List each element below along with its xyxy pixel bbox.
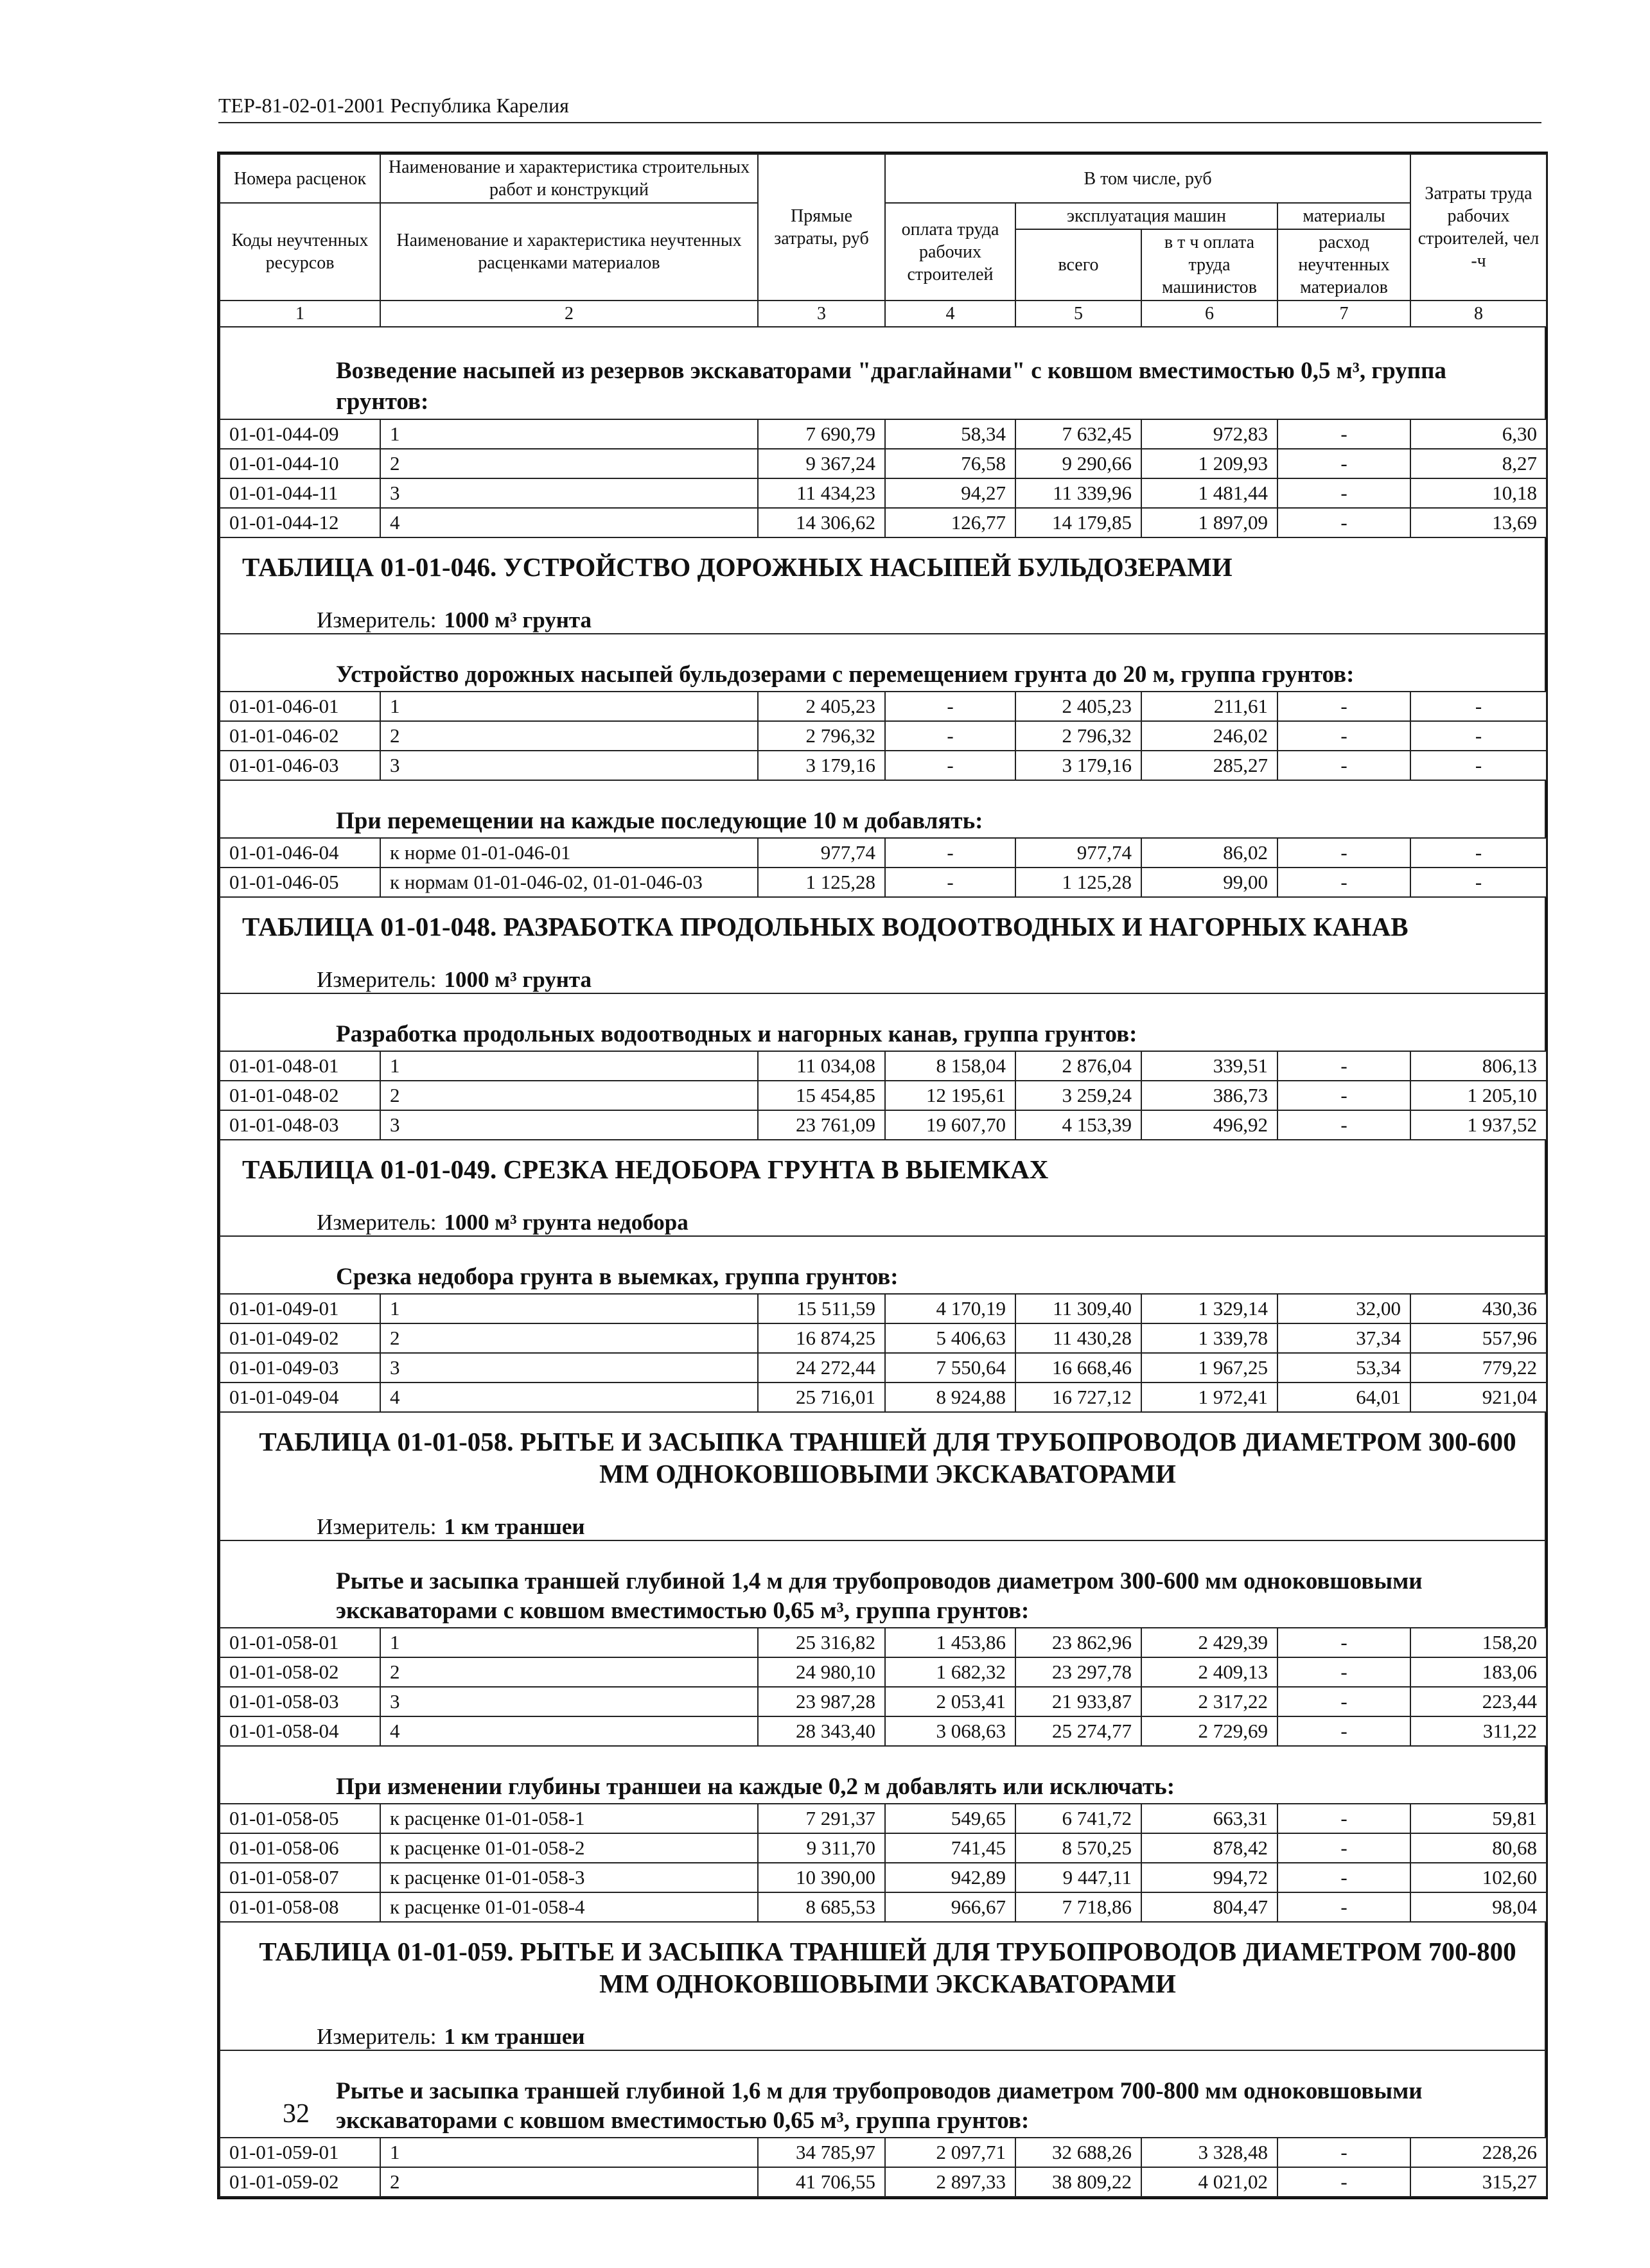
cell-machines-total: 21 933,87 (1015, 1687, 1141, 1716)
table-row (220, 1110, 1547, 1140)
col-material-consumption-header: расход неучтенных материалов (1277, 229, 1410, 301)
cell-machinist-wage: 339,51 (1141, 1051, 1277, 1081)
cell-labor-hours: 10,18 (1410, 478, 1547, 508)
cell-material-consumption: 37,34 (1277, 1323, 1410, 1353)
cell-work-description: к расценке 01-01-058-2 (380, 1833, 758, 1863)
unit-value: 1 км траншеи (444, 1514, 585, 1539)
cell-machinist-wage: 211,61 (1141, 692, 1277, 721)
cell-work-description: 2 (380, 721, 758, 751)
cell-material-consumption: - (1277, 721, 1410, 751)
cell-direct-cost: 10 390,00 (758, 1863, 885, 1892)
cell-machinist-wage: 386,73 (1141, 1081, 1277, 1110)
cell-worker-wage: 2 097,71 (885, 2138, 1015, 2167)
column-number: 2 (380, 301, 758, 327)
table-row (220, 1716, 1547, 1746)
cell-direct-cost: 25 316,82 (758, 1628, 885, 1657)
col-material-name-header: Наименование и характеристика неучтенных расценками материалов (380, 203, 758, 301)
cell-rate-code: 01-01-049-03 (220, 1353, 380, 1383)
cell-worker-wage: 7 550,64 (885, 1353, 1015, 1383)
cell-work-description: 1 (380, 2138, 758, 2167)
cell-material-consumption: - (1277, 868, 1410, 897)
subsection-heading: Устройство дорожных насыпей бульдозерами с перемещением грунта до 20 м, группа грунтов: (219, 634, 1546, 691)
cell-direct-cost: 2 405,23 (758, 692, 885, 721)
cell-labor-hours: 1 937,52 (1410, 1110, 1547, 1140)
cell-worker-wage: - (885, 868, 1015, 897)
cell-labor-hours: 6,30 (1410, 419, 1547, 449)
cell-material-consumption: - (1277, 1804, 1410, 1833)
table-title: ТАБЛИЦА 01-01-049. СРЕЗКА НЕДОБОРА ГРУНТА В ВЫЕМКАХ (219, 1140, 1546, 1191)
cell-direct-cost: 24 272,44 (758, 1353, 885, 1383)
rates-document (217, 152, 1548, 2199)
cell-work-description: 3 (380, 1110, 758, 1140)
cell-rate-code: 01-01-058-07 (220, 1863, 380, 1892)
subsection-heading: Срезка недобора грунта в выемках, группа грунтов: (219, 1237, 1546, 1293)
cell-material-consumption: - (1277, 692, 1410, 721)
cell-worker-wage: 94,27 (885, 478, 1015, 508)
cell-direct-cost: 7 690,79 (758, 419, 885, 449)
cell-material-consumption: - (1277, 2167, 1410, 2197)
table-title: ТАБЛИЦА 01-01-058. РЫТЬЕ И ЗАСЫПКА ТРАНШЕЙ ДЛЯ ТРУБОПРОВОДОВ ДИАМЕТРОМ 300-600 ММ ОДНОКОВШОВЫМИ ЭКСКАВАТОРАМИ (219, 1413, 1546, 1495)
cell-work-description: к расценке 01-01-058-1 (380, 1804, 758, 1833)
cell-direct-cost: 11 034,08 (758, 1051, 885, 1081)
cell-machines-total: 14 179,85 (1015, 508, 1141, 537)
col-materials-header: материалы (1277, 203, 1410, 229)
cell-rate-code: 01-01-046-04 (220, 838, 380, 868)
cell-machines-total: 25 274,77 (1015, 1716, 1141, 1746)
table-title: ТАБЛИЦА 01-01-059. РЫТЬЕ И ЗАСЫПКА ТРАНШЕЙ ДЛЯ ТРУБОПРОВОДОВ ДИАМЕТРОМ 700-800 ММ ОДНОКОВШОВЫМИ ЭКСКАВАТОРАМИ (219, 1923, 1546, 2005)
cell-work-description: к нормам 01-01-046-02, 01-01-046-03 (380, 868, 758, 897)
table-row (220, 1323, 1547, 1353)
cell-worker-wage: 549,65 (885, 1804, 1015, 1833)
cell-rate-code: 01-01-044-10 (220, 449, 380, 478)
unit-value: 1000 м³ грунта недобора (444, 1210, 689, 1235)
cell-worker-wage: - (885, 751, 1015, 780)
cell-direct-cost: 16 874,25 (758, 1323, 885, 1353)
col-machinist-wage-header: в т ч оплата труда машинистов (1141, 229, 1277, 301)
cell-work-description: 3 (380, 751, 758, 780)
col-machines-total-header: всего (1015, 229, 1141, 301)
subsection-heading: Рытье и засыпка траншей глубиной 1,4 м для трубопроводов диаметром 300-600 мм одноковшовыми экскаваторами с ковшом вместимостью 0,65 м³, группа грунтов: (219, 1541, 1546, 1627)
cell-machines-total: 2 405,23 (1015, 692, 1141, 721)
col-resource-code-header: Коды неучтенных ресурсов (220, 203, 380, 301)
cell-rate-code: 01-01-048-02 (220, 1081, 380, 1110)
cell-worker-wage: 3 068,63 (885, 1716, 1015, 1746)
cell-labor-hours: 98,04 (1410, 1892, 1547, 1922)
rates-table (219, 1627, 1547, 1747)
table-row (220, 2138, 1547, 2167)
rates-table (219, 419, 1547, 538)
cell-machines-total: 4 153,39 (1015, 1110, 1141, 1140)
column-number-row (220, 301, 1547, 327)
cell-machines-total: 2 796,32 (1015, 721, 1141, 751)
cell-work-description: 2 (380, 2167, 758, 2197)
cell-labor-hours: 102,60 (1410, 1863, 1547, 1892)
cell-labor-hours: 8,27 (1410, 449, 1547, 478)
cell-machinist-wage: 99,00 (1141, 868, 1277, 897)
cell-material-consumption: 32,00 (1277, 1294, 1410, 1323)
cell-machines-total: 11 339,96 (1015, 478, 1141, 508)
table-row (220, 478, 1547, 508)
cell-material-consumption: 53,34 (1277, 1353, 1410, 1383)
cell-machinist-wage: 496,92 (1141, 1110, 1277, 1140)
cell-labor-hours: 183,06 (1410, 1657, 1547, 1687)
cell-direct-cost: 977,74 (758, 838, 885, 868)
table-row (220, 1833, 1547, 1863)
table-row (220, 1657, 1547, 1687)
table-row (220, 2167, 1547, 2197)
cell-rate-code: 01-01-059-01 (220, 2138, 380, 2167)
cell-machinist-wage: 972,83 (1141, 419, 1277, 449)
cell-labor-hours: 223,44 (1410, 1687, 1547, 1716)
cell-rate-code: 01-01-058-05 (220, 1804, 380, 1833)
cell-machinist-wage: 4 021,02 (1141, 2167, 1277, 2197)
cell-worker-wage: 5 406,63 (885, 1323, 1015, 1353)
cell-machines-total: 3 259,24 (1015, 1081, 1141, 1110)
cell-machines-total: 6 741,72 (1015, 1804, 1141, 1833)
cell-material-consumption: - (1277, 449, 1410, 478)
cell-machines-total: 3 179,16 (1015, 751, 1141, 780)
cell-work-description: 2 (380, 449, 758, 478)
cell-material-consumption: - (1277, 1833, 1410, 1863)
table-row (220, 419, 1547, 449)
cell-work-description: 2 (380, 1657, 758, 1687)
unit-value: 1000 м³ грунта (444, 967, 592, 992)
cell-direct-cost: 28 343,40 (758, 1716, 885, 1746)
cell-machines-total: 11 430,28 (1015, 1323, 1141, 1353)
cell-work-description: к расценке 01-01-058-4 (380, 1892, 758, 1922)
cell-work-description: 1 (380, 419, 758, 449)
column-number: 5 (1015, 301, 1141, 327)
cell-worker-wage: 1 682,32 (885, 1657, 1015, 1687)
cell-material-consumption: - (1277, 1687, 1410, 1716)
cell-machinist-wage: 1 967,25 (1141, 1353, 1277, 1383)
cell-labor-hours: 315,27 (1410, 2167, 1547, 2197)
cell-direct-cost: 23 761,09 (758, 1110, 885, 1140)
cell-direct-cost: 9 367,24 (758, 449, 885, 478)
cell-material-consumption: - (1277, 1657, 1410, 1687)
cell-machines-total: 16 668,46 (1015, 1353, 1141, 1383)
unit-line (219, 2005, 1546, 2051)
cell-material-consumption: - (1277, 1863, 1410, 1892)
unit-value: 1 км траншеи (444, 2024, 585, 2049)
cell-rate-code: 01-01-058-02 (220, 1657, 380, 1687)
cell-machinist-wage: 1 897,09 (1141, 508, 1277, 537)
unit-line (219, 948, 1546, 994)
cell-material-consumption: - (1277, 2138, 1410, 2167)
cell-work-description: 2 (380, 1323, 758, 1353)
cell-work-description: 3 (380, 1687, 758, 1716)
cell-direct-cost: 1 125,28 (758, 868, 885, 897)
cell-direct-cost: 15 511,59 (758, 1294, 885, 1323)
cell-rate-code: 01-01-046-03 (220, 751, 380, 780)
cell-machinist-wage: 2 409,13 (1141, 1657, 1277, 1687)
table-row (220, 721, 1547, 751)
cell-direct-cost: 15 454,85 (758, 1081, 885, 1110)
cell-direct-cost: 9 311,70 (758, 1833, 885, 1863)
cell-labor-hours: 59,81 (1410, 1804, 1547, 1833)
table-row (220, 1383, 1547, 1412)
cell-labor-hours: 158,20 (1410, 1628, 1547, 1657)
col-rate-number-header: Номера расценок (220, 154, 380, 203)
cell-rate-code: 01-01-044-09 (220, 419, 380, 449)
column-header-table (219, 153, 1547, 327)
cell-machines-total: 7 718,86 (1015, 1892, 1141, 1922)
cell-material-consumption: - (1277, 838, 1410, 868)
cell-worker-wage: - (885, 838, 1015, 868)
column-number: 4 (885, 301, 1015, 327)
cell-work-description: 2 (380, 1081, 758, 1110)
cell-machines-total: 8 570,25 (1015, 1833, 1141, 1863)
table-row (220, 1892, 1547, 1922)
cell-machinist-wage: 994,72 (1141, 1863, 1277, 1892)
column-number: 6 (1141, 301, 1277, 327)
page-number: 32 (283, 2099, 310, 2129)
cell-machinist-wage: 1 329,14 (1141, 1294, 1277, 1323)
cell-machines-total: 7 632,45 (1015, 419, 1141, 449)
table-row (220, 868, 1547, 897)
table-title: ТАБЛИЦА 01-01-046. УСТРОЙСТВО ДОРОЖНЫХ НАСЫПЕЙ БУЛЬДОЗЕРАМИ (219, 538, 1546, 588)
cell-rate-code: 01-01-044-12 (220, 508, 380, 537)
table-row (220, 692, 1547, 721)
cell-work-description: 1 (380, 1628, 758, 1657)
cell-work-description: 1 (380, 1051, 758, 1081)
rates-table (219, 1051, 1547, 1140)
cell-machinist-wage: 2 317,22 (1141, 1687, 1277, 1716)
cell-rate-code: 01-01-058-04 (220, 1716, 380, 1746)
cell-machinist-wage: 2 729,69 (1141, 1716, 1277, 1746)
cell-labor-hours: 13,69 (1410, 508, 1547, 537)
cell-material-consumption: - (1277, 478, 1410, 508)
cell-rate-code: 01-01-049-04 (220, 1383, 380, 1412)
subsection-heading: При изменении глубины траншеи на каждые 0,2 м добавлять или исключать: (219, 1747, 1546, 1803)
cell-machinist-wage: 2 429,39 (1141, 1628, 1277, 1657)
cell-direct-cost: 3 179,16 (758, 751, 885, 780)
col-work-name-header: Наименование и характеристика строительных работ и конструкций (380, 154, 758, 203)
cell-material-consumption: - (1277, 1081, 1410, 1110)
cell-labor-hours: 557,96 (1410, 1323, 1547, 1353)
table-row (220, 449, 1547, 478)
cell-labor-hours: 80,68 (1410, 1833, 1547, 1863)
cell-work-description: 4 (380, 508, 758, 537)
cell-machinist-wage: 3 328,48 (1141, 2138, 1277, 2167)
cell-rate-code: 01-01-058-06 (220, 1833, 380, 1863)
table-row (220, 1353, 1547, 1383)
cell-work-description: 1 (380, 1294, 758, 1323)
rates-table (219, 691, 1547, 781)
cell-worker-wage: 741,45 (885, 1833, 1015, 1863)
cell-work-description: 3 (380, 1353, 758, 1383)
cell-direct-cost: 8 685,53 (758, 1892, 885, 1922)
cell-labor-hours: - (1410, 868, 1547, 897)
column-number: 8 (1410, 301, 1547, 327)
cell-worker-wage: 12 195,61 (885, 1081, 1015, 1110)
cell-direct-cost: 7 291,37 (758, 1804, 885, 1833)
cell-worker-wage: - (885, 721, 1015, 751)
unit-label: Измеритель: (317, 1514, 437, 1539)
cell-labor-hours: 228,26 (1410, 2138, 1547, 2167)
cell-machines-total: 32 688,26 (1015, 2138, 1141, 2167)
unit-label: Измеритель: (317, 607, 437, 632)
cell-machinist-wage: 285,27 (1141, 751, 1277, 780)
unit-label: Измеритель: (317, 1210, 437, 1235)
cell-worker-wage: 942,89 (885, 1863, 1015, 1892)
column-number: 7 (1277, 301, 1410, 327)
document-header: ТЕР-81-02-01-2001 Республика Карелия (218, 94, 569, 117)
cell-machines-total: 11 309,40 (1015, 1294, 1141, 1323)
cell-machinist-wage: 878,42 (1141, 1833, 1277, 1863)
cell-labor-hours: 1 205,10 (1410, 1081, 1547, 1110)
cell-material-consumption: - (1277, 508, 1410, 537)
cell-machines-total: 16 727,12 (1015, 1383, 1141, 1412)
cell-rate-code: 01-01-059-02 (220, 2167, 380, 2197)
cell-material-consumption: - (1277, 1892, 1410, 1922)
cell-direct-cost: 34 785,97 (758, 2138, 885, 2167)
cell-rate-code: 01-01-058-03 (220, 1687, 380, 1716)
cell-labor-hours: - (1410, 721, 1547, 751)
cell-machines-total: 38 809,22 (1015, 2167, 1141, 2197)
col-labor-header: Затраты труда рабочих строителей, чел -ч (1410, 154, 1547, 301)
cell-material-consumption: - (1277, 419, 1410, 449)
cell-machinist-wage: 86,02 (1141, 838, 1277, 868)
table-row (220, 508, 1547, 537)
cell-machinist-wage: 1 481,44 (1141, 478, 1277, 508)
cell-machinist-wage: 1 209,93 (1141, 449, 1277, 478)
cell-machinist-wage: 1 339,78 (1141, 1323, 1277, 1353)
cell-machinist-wage: 246,02 (1141, 721, 1277, 751)
cell-labor-hours: 921,04 (1410, 1383, 1547, 1412)
unit-line (219, 588, 1546, 634)
cell-rate-code: 01-01-058-08 (220, 1892, 380, 1922)
cell-direct-cost: 41 706,55 (758, 2167, 885, 2197)
cell-worker-wage: 76,58 (885, 449, 1015, 478)
cell-rate-code: 01-01-058-01 (220, 1628, 380, 1657)
table-row (220, 838, 1547, 868)
cell-machines-total: 23 297,78 (1015, 1657, 1141, 1687)
table-row (220, 751, 1547, 780)
rates-table (219, 2137, 1547, 2197)
cell-material-consumption: - (1277, 1716, 1410, 1746)
rates-table (219, 837, 1547, 898)
cell-direct-cost: 11 434,23 (758, 478, 885, 508)
cell-worker-wage: - (885, 692, 1015, 721)
cell-labor-hours: - (1410, 838, 1547, 868)
unit-line (219, 1495, 1546, 1541)
cell-worker-wage: 1 453,86 (885, 1628, 1015, 1657)
col-machines-header: эксплуатация машин (1015, 203, 1277, 229)
table-row (220, 1081, 1547, 1110)
cell-worker-wage: 19 607,70 (885, 1110, 1015, 1140)
cell-rate-code: 01-01-046-05 (220, 868, 380, 897)
unit-line (219, 1191, 1546, 1237)
cell-worker-wage: 8 158,04 (885, 1051, 1015, 1081)
cell-machines-total: 9 290,66 (1015, 449, 1141, 478)
rates-table (219, 1803, 1547, 1923)
table-row (220, 1628, 1547, 1657)
cell-direct-cost: 14 306,62 (758, 508, 885, 537)
cell-labor-hours: 430,36 (1410, 1294, 1547, 1323)
cell-machinist-wage: 663,31 (1141, 1804, 1277, 1833)
table-title: ТАБЛИЦА 01-01-048. РАЗРАБОТКА ПРОДОЛЬНЫХ ВОДООТВОДНЫХ И НАГОРНЫХ КАНАВ (219, 898, 1546, 948)
cell-worker-wage: 4 170,19 (885, 1294, 1015, 1323)
table-row (220, 1051, 1547, 1081)
cell-labor-hours: 806,13 (1410, 1051, 1547, 1081)
cell-labor-hours: 779,22 (1410, 1353, 1547, 1383)
cell-direct-cost: 25 716,01 (758, 1383, 885, 1412)
cell-material-consumption: - (1277, 1628, 1410, 1657)
col-worker-wage-header: оплата труда рабочих строителей (885, 203, 1015, 301)
column-number: 3 (758, 301, 885, 327)
cell-material-consumption: - (1277, 1110, 1410, 1140)
cell-machines-total: 23 862,96 (1015, 1628, 1141, 1657)
unit-value: 1000 м³ грунта (444, 607, 592, 632)
table-row (220, 1863, 1547, 1892)
subsection-heading: Разработка продольных водоотводных и нагорных канав, группа грунтов: (219, 994, 1546, 1051)
cell-worker-wage: 126,77 (885, 508, 1015, 537)
cell-rate-code: 01-01-048-01 (220, 1051, 380, 1081)
cell-work-description: к расценке 01-01-058-3 (380, 1863, 758, 1892)
cell-work-description: 3 (380, 478, 758, 508)
cell-work-description: к норме 01-01-046-01 (380, 838, 758, 868)
cell-machinist-wage: 1 972,41 (1141, 1383, 1277, 1412)
cell-worker-wage: 966,67 (885, 1892, 1015, 1922)
subsection-heading: При перемещении на каждые последующие 10 м добавлять: (219, 781, 1546, 837)
header-rule (218, 122, 1541, 123)
rates-table (219, 1293, 1547, 1413)
cell-machines-total: 9 447,11 (1015, 1863, 1141, 1892)
column-number: 1 (220, 301, 380, 327)
cell-machines-total: 2 876,04 (1015, 1051, 1141, 1081)
table-row (220, 1294, 1547, 1323)
cell-rate-code: 01-01-049-02 (220, 1323, 380, 1353)
unit-label: Измеритель: (317, 967, 437, 992)
subsection-heading: Рытье и засыпка траншей глубиной 1,6 м для трубопроводов диаметром 700-800 мм одноковшовыми экскаваторами с ковшом вместимостью 0,65 м³, группа грунтов: (219, 2051, 1546, 2137)
cell-work-description: 4 (380, 1716, 758, 1746)
subsection-heading: Возведение насыпей из резервов экскаваторами "драглайнами" с ковшом вместимостью 0,5 м³, группа грунтов: (219, 327, 1546, 419)
cell-machines-total: 1 125,28 (1015, 868, 1141, 897)
cell-material-consumption: - (1277, 1051, 1410, 1081)
cell-machinist-wage: 804,47 (1141, 1892, 1277, 1922)
table-row (220, 1804, 1547, 1833)
unit-label: Измеритель: (317, 2024, 437, 2049)
cell-direct-cost: 23 987,28 (758, 1687, 885, 1716)
cell-material-consumption: - (1277, 751, 1410, 780)
cell-rate-code: 01-01-049-01 (220, 1294, 380, 1323)
cell-work-description: 4 (380, 1383, 758, 1412)
cell-direct-cost: 24 980,10 (758, 1657, 885, 1687)
table-row (220, 1687, 1547, 1716)
cell-direct-cost: 2 796,32 (758, 721, 885, 751)
cell-rate-code: 01-01-044-11 (220, 478, 380, 508)
cell-labor-hours: - (1410, 692, 1547, 721)
cell-worker-wage: 8 924,88 (885, 1383, 1015, 1412)
cell-machines-total: 977,74 (1015, 838, 1141, 868)
cell-worker-wage: 58,34 (885, 419, 1015, 449)
cell-rate-code: 01-01-046-02 (220, 721, 380, 751)
col-group-header: В том числе, руб (885, 154, 1410, 203)
cell-rate-code: 01-01-048-03 (220, 1110, 380, 1140)
cell-worker-wage: 2 897,33 (885, 2167, 1015, 2197)
cell-labor-hours: 311,22 (1410, 1716, 1547, 1746)
cell-work-description: 1 (380, 692, 758, 721)
cell-worker-wage: 2 053,41 (885, 1687, 1015, 1716)
cell-material-consumption: 64,01 (1277, 1383, 1410, 1412)
cell-labor-hours: - (1410, 751, 1547, 780)
col-direct-cost-header: Прямые затраты, руб (758, 154, 885, 301)
cell-rate-code: 01-01-046-01 (220, 692, 380, 721)
